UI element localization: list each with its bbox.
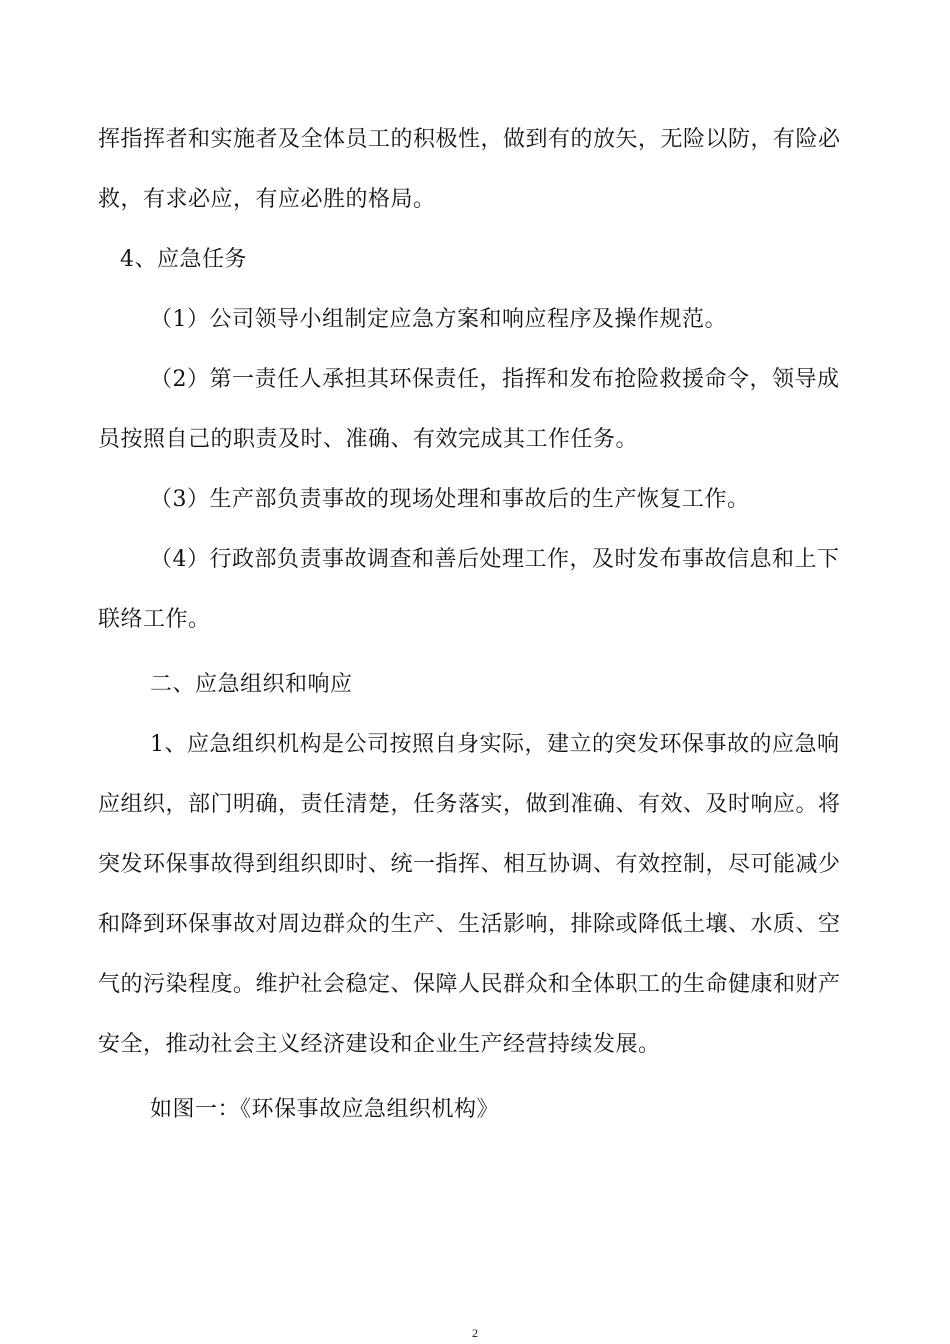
section-heading-emergency-tasks: 4、应急任务	[120, 247, 247, 272]
paragraph-organization-structure: 1、应急组织机构是公司按照自身实际，建立的突发环保事故的应急响应组织，部门明确，责任清楚，任务落实，做到准确、有效、及时响应。将突发环保事故得到组织即时、统一指挥、相互协调、有效控制，尽可能减少和降到环保事故对周边群众的生产、生活影响，排除或降低土壤、水质、空气的污染程度。维护社会稳定、保障人民群众和全体职工的生命健康和财产安全，推动社会主义经济建设和企业生产经营持续发展。	[98, 732, 841, 1057]
task-item-2: （2）第一责任人承担其环保责任，指挥和发布抢险救援命令，领导成员按照自己的职责及时、准确、有效完成其工作任务。	[98, 367, 840, 452]
task-item-4: （4）行政部负责事故调查和善后处理工作，及时发布事故信息和上下联络工作。	[98, 547, 840, 632]
paragraph-continuation: 挥指挥者和实施者及全体员工的积极性，做到有的放矢，无险以防，有险必救，有求必应，有应必胜的格局。	[98, 127, 841, 212]
task-item-3: （3）生产部负责事故的现场处理和事故后的生产恢复工作。	[150, 487, 750, 512]
section-heading-organization-response: 二、应急组织和响应	[150, 672, 353, 697]
page-number: 2	[472, 1326, 478, 1340]
task-item-1: （1）公司领导小组制定应急方案和响应程序及操作规范。	[150, 307, 727, 332]
figure-reference: 如图一：《环保事故应急组织机构》	[150, 1097, 500, 1122]
